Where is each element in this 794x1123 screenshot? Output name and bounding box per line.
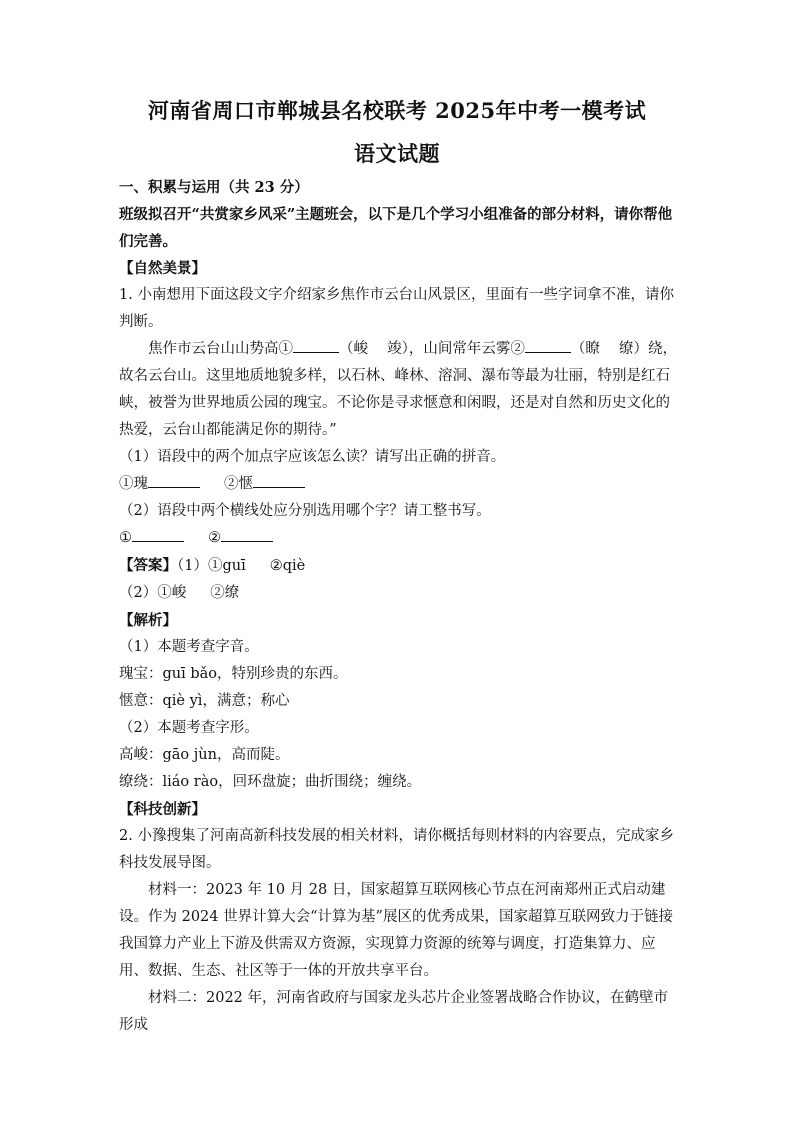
section-intro: 班级拟召开“共赏家乡风采”主题班会，以下是几个学习小组准备的部分材料，请你帮他们完善。 [119, 206, 673, 250]
pinyin-prompt-1: ①瑰 [119, 476, 148, 492]
answer-blank-4 [221, 540, 273, 542]
section-heading: 一、积累与运用（共 23 分） [119, 179, 309, 196]
material-2: 材料二：2022 年，河南省政府与国家龙头芯片企业签署战略合作协议，在鹤壁市形成 [119, 990, 669, 1033]
question-1-sub-1: （1）语段中的两个加点字应该怎么读？请写出正确的拼音。 [119, 449, 506, 465]
analysis-line: 瑰宝：guī bǎo，特别珍贵的东西。 [119, 666, 348, 682]
answer-1a: （1）①guī [177, 558, 246, 574]
question-1-sub-2: （2）语段中两个横线处应分别选用哪个字？请工整书写。 [119, 503, 491, 519]
question-2-stem: 2. 小豫搜集了河南高新科技发展的相关材料，请你概括每则材料的内容要点，完成家乡科技发展导图。 [119, 828, 674, 871]
pinyin-prompt-2: ②惬 [224, 476, 253, 492]
answer-blank-1 [148, 486, 200, 488]
answer-blank-3 [132, 540, 184, 542]
answer-blank-2 [253, 486, 305, 488]
answer-line-1 [119, 552, 679, 580]
answer-label: 【答案】 [119, 557, 177, 574]
passage-part-b: （峻 竣），山间常年云雾② [339, 341, 525, 357]
answer-2a: （2）①峻 [119, 585, 187, 601]
answer-line-2 [119, 580, 679, 607]
analysis-line: 缭绕：liáo rào，回环盘旋；曲折围绕；缠绕。 [119, 774, 422, 790]
exam-title: 河南省周口市郸城县名校联考 2025年中考一模考试 [147, 98, 647, 123]
analysis-label: 【解析】 [119, 612, 177, 629]
char-prompt-2: ② [208, 530, 221, 546]
fill-blank-1 [293, 351, 339, 353]
answer-2b: ②缭 [210, 585, 240, 601]
analysis-line: （1）本题考查字音。 [119, 639, 259, 655]
subsection-nature-heading: 【自然美景】 [119, 260, 206, 277]
analysis-line: 惬意：qiè yì，满意；称心 [119, 693, 290, 709]
question-1-sub-2-blanks [119, 525, 679, 552]
question-1-passage [119, 336, 679, 444]
subsection-tech-heading: 【科技创新】 [119, 801, 206, 818]
question-1-sub-1-blanks [119, 471, 679, 498]
analysis-line: 高峻：gāo jùn，高而陡。 [119, 747, 290, 763]
exam-content [119, 174, 679, 1039]
answer-1b: ②qiè [269, 558, 306, 574]
question-1-stem: 1. 小南想用下面这段文字介绍家乡焦作市云台山风景区，里面有一些字词拿不准，请你判断。 [119, 287, 674, 330]
fill-blank-2 [525, 351, 571, 353]
passage-part-c: （瞭 缭）绕，故名云台山。这里地质地貌多样，以石林、峰林、溶洞、瀑布等最为壮丽，特别是红石峡，被誉为世界地质公园的瑰宝。不论你是寻求惬意和闲暇，还是对自然和历史文化的热爱，云台山都能满足你的期待。” [119, 341, 677, 438]
char-prompt-1: ① [119, 530, 132, 546]
analysis-line: （2）本题考查字形。 [119, 720, 259, 736]
passage-part-a: 焦作市云台山山势高① [148, 341, 293, 357]
material-1: 材料一：2023 年 10 月 28 日，国家超算互联网核心节点在河南郑州正式启动建设。作为 2024 世界计算大会“计算为基”展区的优秀成果，国家超算互联网致力于链接我国算力产业上下游及供需双方资源，实现算力资源的统筹与调度，打造集算力、应用、数据、生态、社区等于一体的开放共享平台。 [119, 882, 673, 979]
exam-subtitle: 语文试题 [354, 141, 440, 166]
